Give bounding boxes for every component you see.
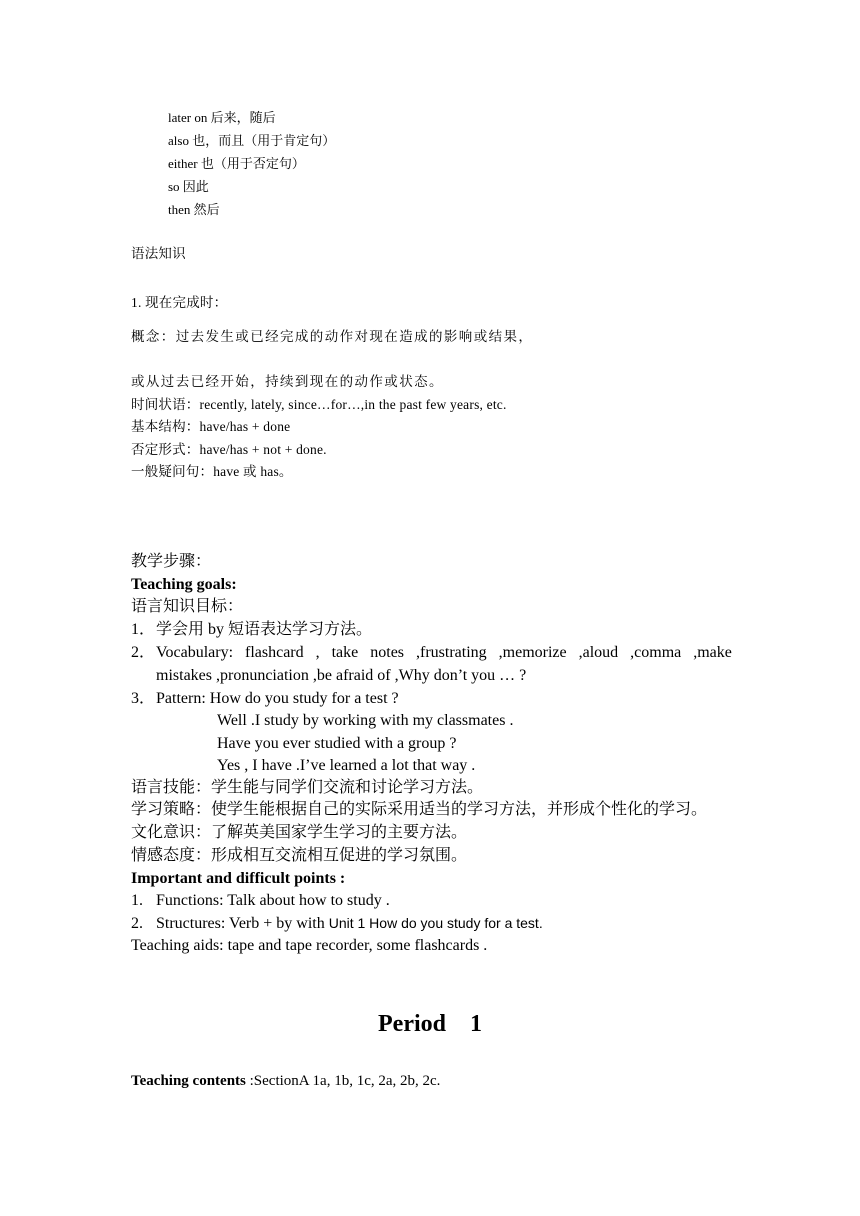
grammar-item-present-perfect: 1. 现在完成时： — [131, 295, 228, 310]
goal-2-number: 2． — [131, 644, 156, 661]
grammar-time-adverbials: 时间状语：recently, lately, since…for…,in the past few years, etc. — [131, 397, 507, 412]
cultural-awareness: 文化意识：了解英美国家学生学习的主要方法。 — [131, 824, 468, 841]
grammar-question: 一般疑问句：have 或 has。 — [131, 464, 293, 479]
teaching-contents-value: :SectionA 1a, 1b, 1c, 2a, 2b, 2c. — [245, 1073, 441, 1089]
pattern-line: Have you ever studied with a group ? — [217, 735, 457, 752]
goal-2-word: notes — [370, 644, 405, 661]
goal-2-vocabulary-line — [156, 645, 732, 661]
vocab-item-so: so 因此 — [168, 179, 209, 194]
goal-1-number: 1． — [131, 621, 156, 638]
grammar-negative: 否定形式：have/has + not + done. — [131, 442, 327, 457]
goal-2-word: ,memorize — [498, 644, 567, 661]
goal-2-word: ,comma — [630, 644, 682, 661]
grammar-concept-line-2: 或从过去已经开始，持续到现在的动作或状态。 — [131, 374, 444, 389]
point-2-tail: Unit 1 How do you study for a test. — [328, 915, 543, 931]
goal-2-word: take — [331, 644, 359, 661]
goal-2-word: flashcard — [245, 644, 304, 661]
goal-2-word: , — [315, 644, 320, 661]
period-title: Period 1 — [378, 1011, 482, 1037]
point-1-text: Functions: Talk about how to study . — [156, 892, 390, 909]
goal-3-text: Pattern: How do you study for a test ? — [156, 690, 399, 707]
steps-heading: 教学步骤： — [131, 553, 212, 570]
teaching-contents — [131, 1074, 440, 1089]
grammar-heading: 语法知识 — [131, 246, 186, 261]
point-2-main: Structures: Verb + by with — [156, 915, 329, 932]
goal-2-word: ,make — [693, 644, 732, 661]
pattern-line: Yes , I have .I’ve learned a lot that way . — [217, 757, 476, 774]
goal-2-word: ,frustrating — [416, 644, 487, 661]
grammar-structure: 基本结构：have/has + done — [131, 419, 291, 434]
point-2-text — [156, 916, 543, 932]
vocab-item-either: either 也（用于否定句） — [168, 156, 305, 171]
grammar-concept-line-1: 概念：过去发生或已经完成的动作对现在造成的影响或结果， — [131, 329, 534, 344]
goal-2-continuation: mistakes ,pronunciation ,be afraid of ,Why don’t you … ? — [156, 667, 527, 684]
knowledge-goals-title: 语言知识目标： — [131, 598, 244, 615]
learning-strategy: 学习策略：使学生能根据自己的实际采用适当的学习方法，并形成个性化的学习。 — [131, 801, 708, 818]
language-skills: 语言技能：学生能与同学们交流和讨论学习方法。 — [131, 779, 484, 796]
goal-2-word: Vocabulary: — [156, 644, 234, 661]
goal-3-number: 3． — [131, 690, 156, 707]
vocab-item-later-on: later on 后来，随后 — [168, 110, 276, 125]
important-points-title: Important and difficult points : — [131, 870, 346, 887]
teaching-aids: Teaching aids: tape and tape recorder, some flashcards . — [131, 937, 488, 954]
goal-1-text: 学会用 by 短语表达学习方法。 — [156, 621, 373, 638]
goal-2-word: ,aloud — [578, 644, 619, 661]
vocab-item-then: then 然后 — [168, 202, 220, 217]
emotional-attitude: 情感态度：形成相互交流相互促进的学习氛围。 — [131, 847, 468, 864]
pattern-line: Well .I study by working with my classmates . — [217, 712, 514, 729]
vocab-item-also: also 也，而且（用于肯定句） — [168, 133, 336, 148]
point-1-number: 1. — [131, 892, 143, 909]
teaching-goals-title: Teaching goals: — [131, 576, 237, 593]
point-2-number: 2. — [131, 915, 143, 932]
teaching-contents-label: Teaching contents — [131, 1073, 246, 1089]
